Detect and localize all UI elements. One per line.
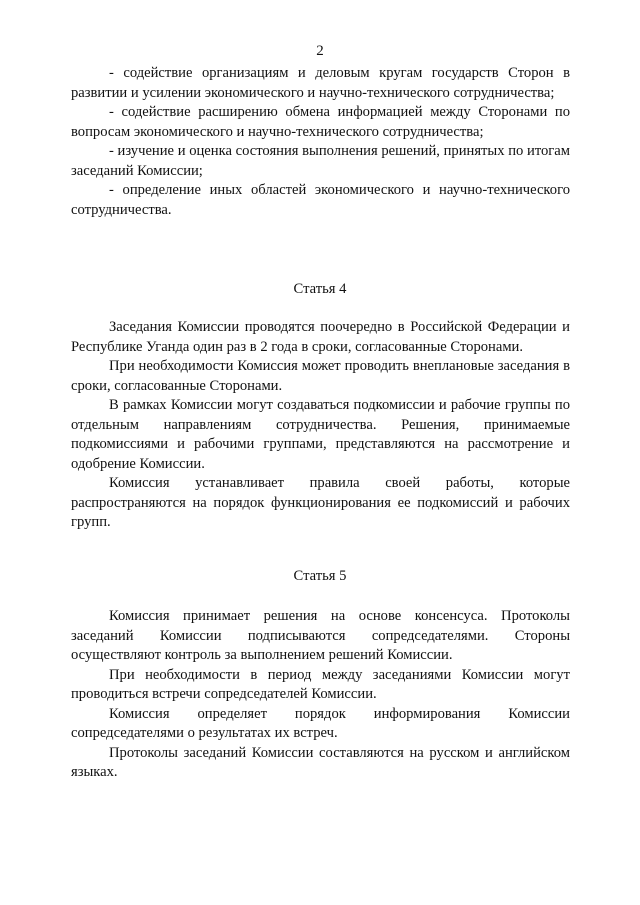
article-4-heading: Статья 4 (293, 281, 347, 297)
paragraph: При необходимости в период между заседаниями Комиссии могут проводиться встречи сопредседателей Комиссии. (71, 666, 570, 702)
list-item: - содействие организациям и деловым кругам государств Сторон в развитии и усилении экономического и научно-технического сотрудничества; (71, 65, 570, 101)
paragraph: Протоколы заседаний Комиссии составляются на русском и английском языках. (71, 744, 570, 780)
article-5-heading: Статья 5 (293, 568, 347, 584)
paragraph: В рамках Комиссии могут создаваться подкомиссии и рабочие группы по отдельным направлениям сотрудничества. Решения, принимаемые подкомиссиями и рабочими группами, представляются на рассмотрение и одобрение Комиссии. (71, 397, 570, 472)
paragraph: Заседания Комиссии проводятся поочередно в Российской Федерации и Республике Уганда один раз в 2 года в сроки, согласованные Сторонами. (71, 319, 570, 355)
article-4-body (71, 318, 570, 533)
paragraph: При необходимости Комиссия может проводить внеплановые заседания в сроки, согласованные Сторонами. (71, 358, 570, 394)
list-section (71, 64, 570, 220)
list-item: - изучение и оценка состояния выполнения решений, принятых по итогам заседаний Комиссии; (71, 143, 570, 179)
list-item: - содействие расширению обмена информацией между Сторонами по вопросам экономического и научно-технического сотрудничества; (71, 104, 570, 140)
paragraph: Комиссия определяет порядок информирования Комиссии сопредседателями о результатах их встреч. (71, 705, 570, 741)
paragraph: Комиссия принимает решения на основе консенсуса. Протоколы заседаний Комиссии подписываются сопредседателями. Стороны осуществляют контроль за выполнением решений Комиссии. (71, 608, 570, 663)
list-item: - определение иных областей экономического и научно-технического сотрудничества. (71, 182, 570, 218)
page-number: 2 (316, 43, 324, 59)
article-5-body (71, 607, 570, 783)
paragraph: Комиссия устанавливает правила своей работы, которые распространяются на порядок функционирования ее подкомиссий и рабочих групп. (71, 475, 570, 530)
